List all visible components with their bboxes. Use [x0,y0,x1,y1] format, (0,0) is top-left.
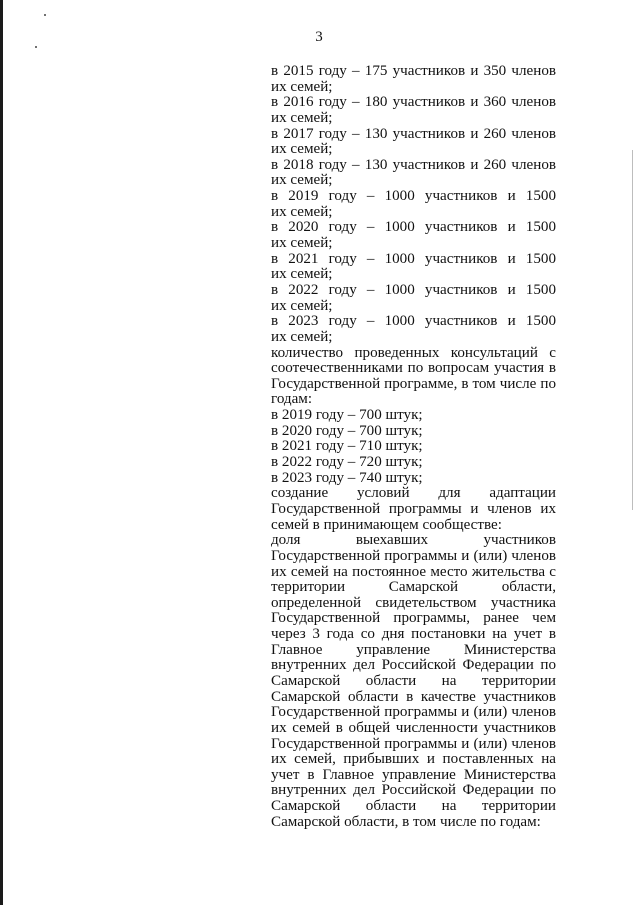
scan-edge-right [632,150,633,510]
text-line: внутренних дел Российской Федерации по [271,658,556,674]
text-line: их семей; [271,79,333,95]
text-line: в 2015 году – 175 участников и 350 членов [271,64,556,79]
text-line: территории Самарской области, [271,580,556,596]
text-line: Государственной программы и членов их [271,501,556,517]
text-line: их семей, прибывших и поставленных на [271,752,556,768]
text-line: их семей; [271,329,333,345]
scan-edge-left [0,0,3,905]
text-line: в 2023 году – 1000 участников и 1500 [271,314,556,330]
text-line: соотечественниками по вопросам участия в [271,361,556,377]
text-line: Главное управление Министерства [271,642,556,658]
text-line: в 2020 году – 1000 участников и 1500 [271,220,556,236]
text-line: их семей; [271,110,333,126]
text-line: семей в принимающем сообществе: [271,517,502,533]
text-line: доля выехавших участников [271,533,556,549]
page-number: 3 [315,29,323,45]
text-line: Государственной программы и (или) членов [271,705,556,721]
text-line: в 2019 году – 700 штук; [271,408,423,424]
text-line: в 2020 году – 700 штук; [271,423,423,439]
text-line: учет в Главное управление Министерства [271,767,556,783]
text-line: их семей; [271,267,333,283]
text-line: в 2022 году – 720 штук; [271,455,423,471]
body-text [271,64,556,830]
text-line: Государственной программы, ранее чем [271,611,556,627]
text-line: их семей; [271,173,333,189]
text-line: годам: [271,392,313,408]
text-line: в 2021 году – 1000 участников и 1500 [271,251,556,267]
text-line: в 2017 году – 130 участников и 260 членов [271,126,556,142]
text-line: Самарской области, в том числе по годам: [271,814,541,830]
text-line: Самарской области в качестве участников [271,689,556,705]
text-line: в 2016 году – 180 участников и 360 членов [271,95,556,111]
scan-speck [35,46,37,48]
text-line: их семей на постоянное место жительства с [271,564,556,580]
text-line: Государственной программы и (или) членов [271,548,556,564]
text-line: в 2022 году – 1000 участников и 1500 [271,282,556,298]
text-line: в 2021 году – 710 штук; [271,439,423,455]
text-line: их семей; [271,298,333,314]
text-line: внутренних дел Российской Федерации по [271,783,556,799]
text-line: Самарской области на территории [271,799,556,815]
text-line: в 2018 году – 130 участников и 260 членов [271,157,556,173]
text-line: Государственной программы и (или) членов [271,736,556,752]
text-line: Государственной программе, в том числе по [271,376,556,392]
text-line: их семей; [271,236,333,252]
text-line: их семей; [271,204,333,220]
text-line: создание условий для адаптации [271,486,556,502]
scan-speck [44,14,46,16]
text-line: в 2023 году – 740 штук; [271,470,423,486]
text-line: через 3 года со дня постановки на учет в [271,627,556,643]
text-line: количество проведенных консультаций с [271,345,556,361]
text-line: их семей в общей численности участников [271,720,556,736]
text-line: определенной свидетельством участника [271,595,556,611]
text-line: в 2019 году – 1000 участников и 1500 [271,189,556,205]
text-line: их семей; [271,142,333,158]
text-line: Самарской области на территории [271,673,556,689]
